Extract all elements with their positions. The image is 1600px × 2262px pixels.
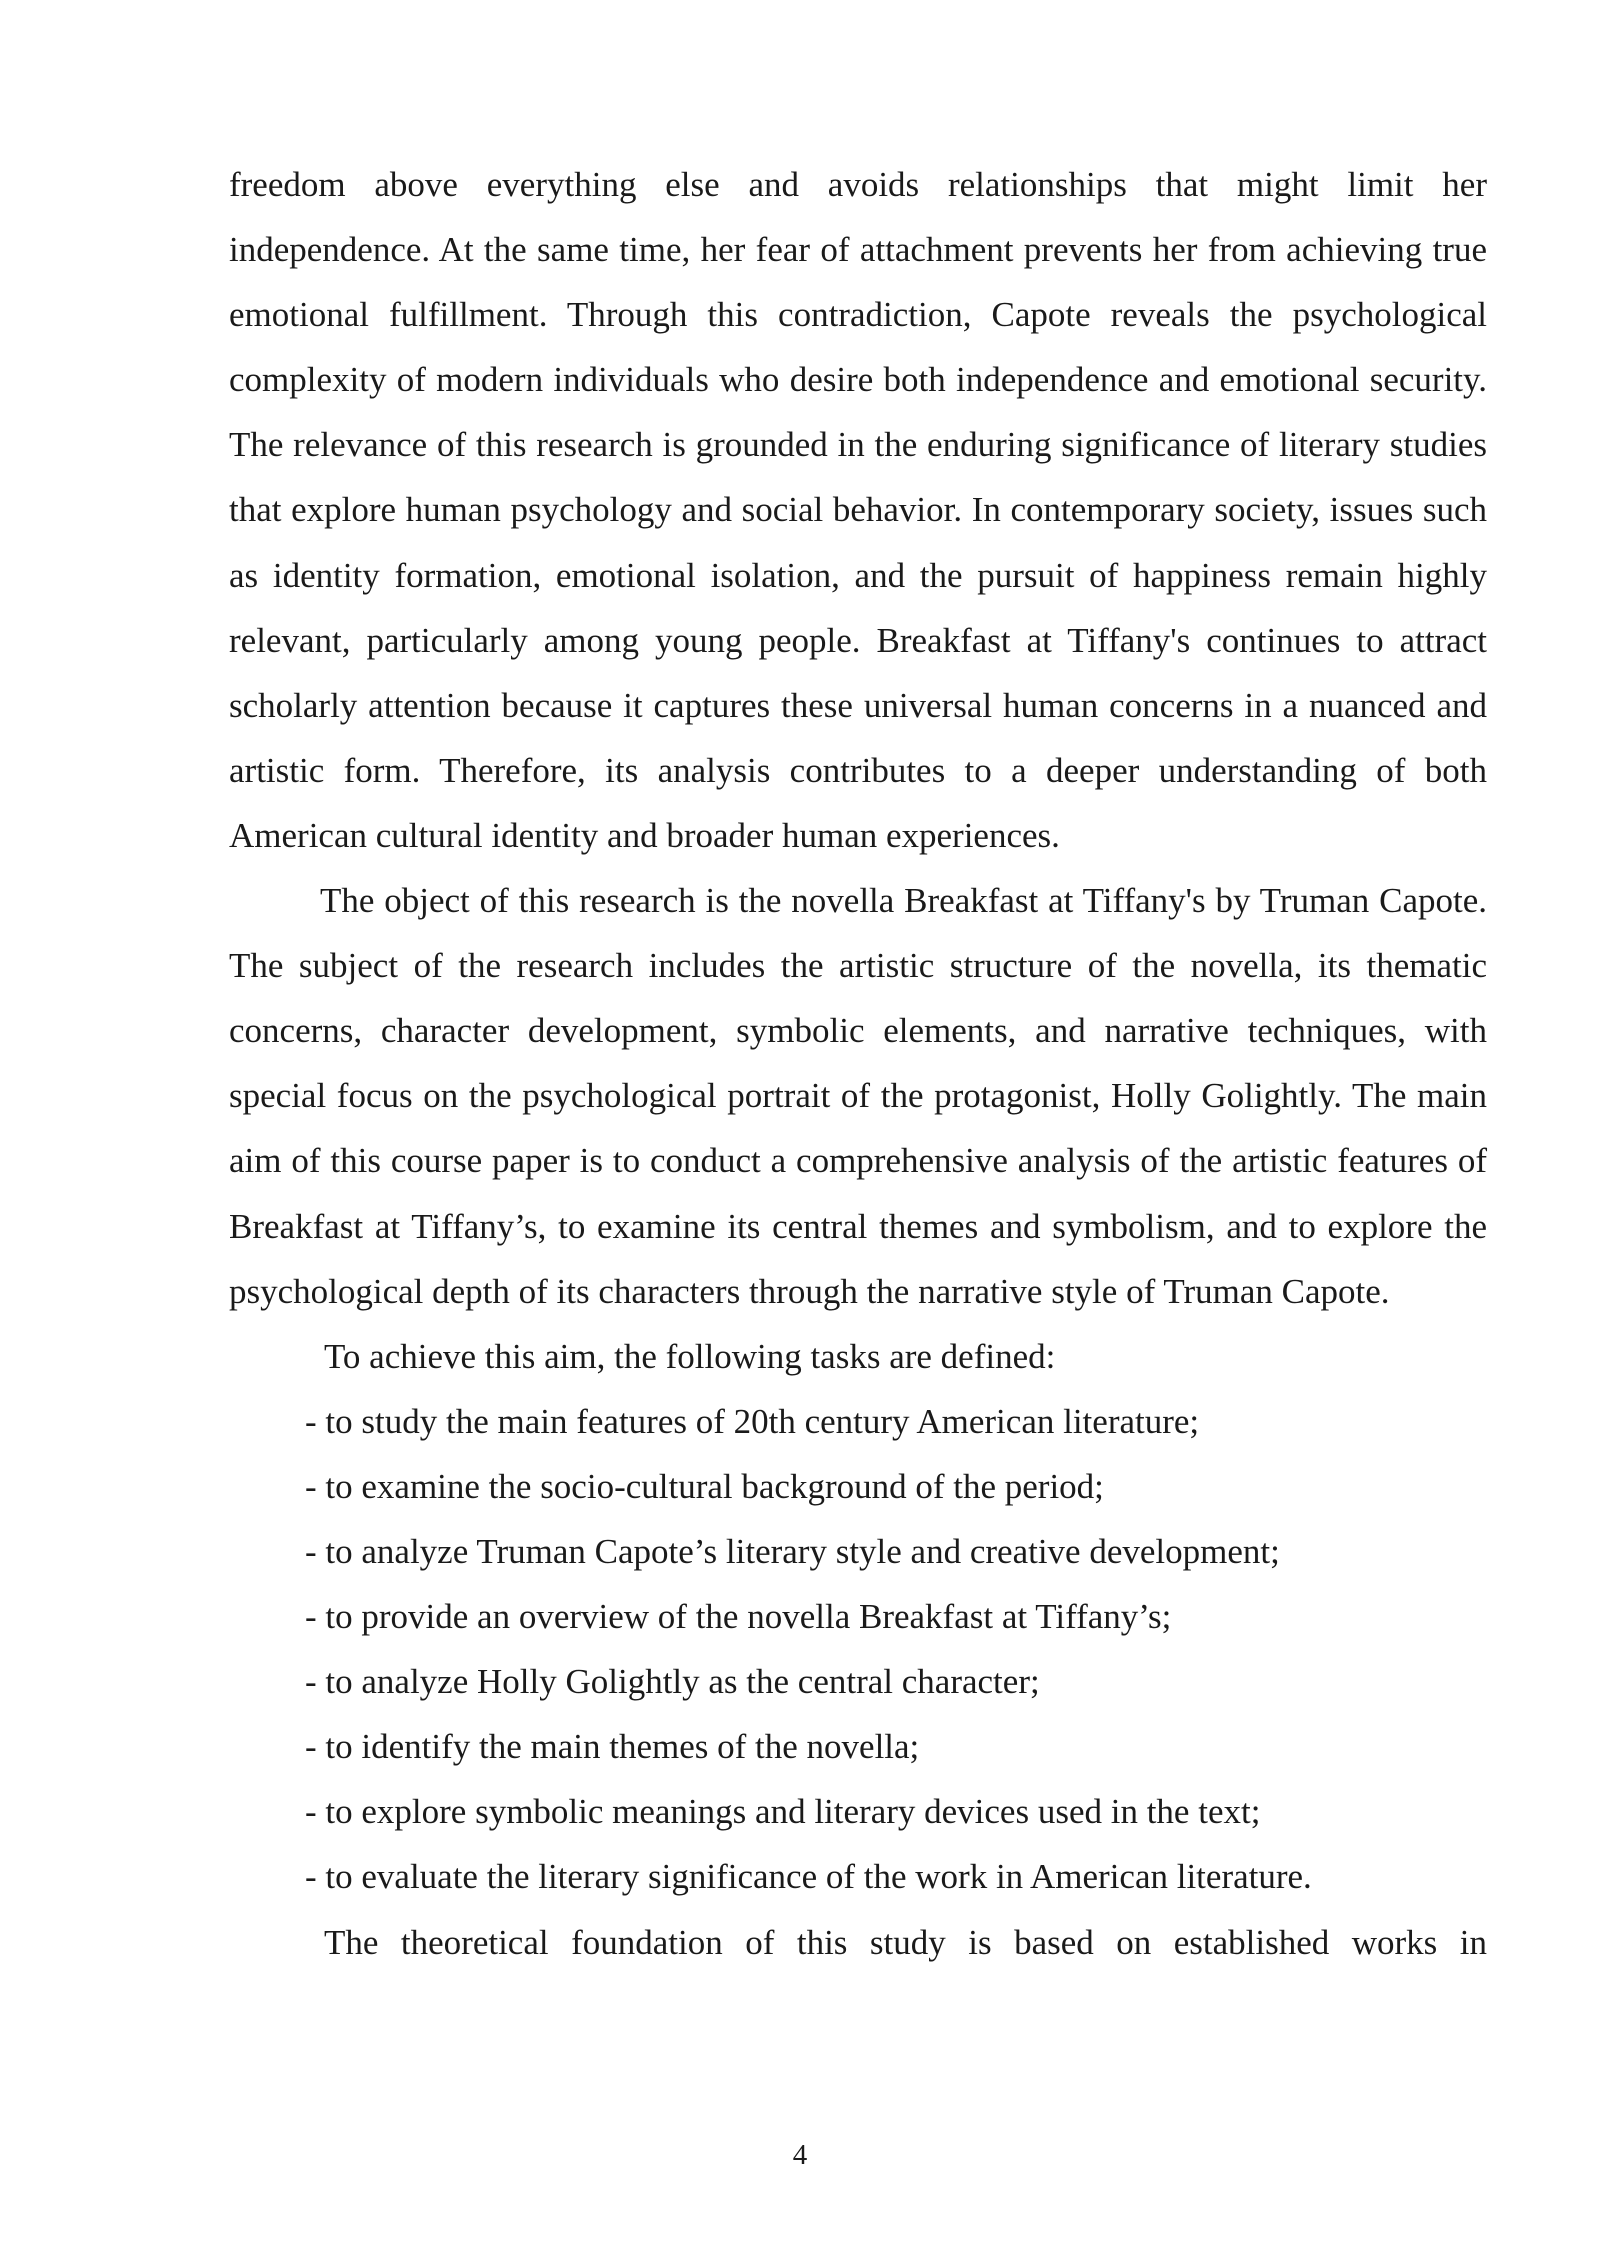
paragraph-theoretical-foundation: The theoretical foundation of this study is based on established works in — [324, 1922, 1487, 1962]
paragraph-relevance: freedom above everything else and avoids relationships that might limit her independence. At the same time, her fear of attachment prevents her from achieving true emotional fulfillment. Through this contradiction, Capote reveals the psychological complexity of modern individuals who desire both independence and emotional security. The relevance of this research is grounded in the enduring significance of literary studies that explore human psychology and social behavior. In contemporary society, issues such as identity formation, emotional isolation, and the pursuit of happiness remain highly relevant, particularly among young people. Breakfast at Tiffany's continues to attract scholarly attention because it captures these universal human concerns in a nuanced and artistic form. Therefore, its analysis contributes to a deeper understanding of both American cultural identity and broader human experiences. — [229, 165, 1487, 855]
task-item: - to identify the main themes of the novella; — [305, 1727, 920, 1767]
task-item: - to analyze Holly Golightly as the central character; — [305, 1662, 1040, 1702]
task-item: - to evaluate the literary significance of the work in American literature. — [305, 1857, 1312, 1897]
task-item: - to analyze Truman Capote’s literary style and creative development; — [305, 1531, 1280, 1571]
task-item: - to examine the socio-cultural background of the period; — [305, 1466, 1104, 1506]
body-text — [229, 152, 1487, 1975]
task-list — [229, 1389, 1487, 1910]
paragraph-tasks-intro: To achieve this aim, the following tasks are defined: — [324, 1336, 1056, 1376]
page-number: 4 — [792, 2139, 808, 2171]
task-item: - to study the main features of 20th century American literature; — [305, 1401, 1200, 1441]
paragraph-object-subject-aim: The object of this research is the novella Breakfast at Tiffany's by Truman Capote. The subject of the research includes the artistic structure of the novella, its thematic concerns, character development, symbolic elements, and narrative techniques, with special focus on the psychological portrait of the protagonist, Holly Golightly. The main aim of this course paper is to conduct a comprehensive analysis of the artistic features of Breakfast at Tiffany’s, to examine its central themes and symbolism, and to explore the psychological depth of its characters through the narrative style of Truman Capote. — [229, 881, 1487, 1311]
task-item: - to provide an overview of the novella Breakfast at Tiffany’s; — [305, 1597, 1172, 1637]
task-item: - to explore symbolic meanings and literary devices used in the text; — [305, 1792, 1261, 1832]
